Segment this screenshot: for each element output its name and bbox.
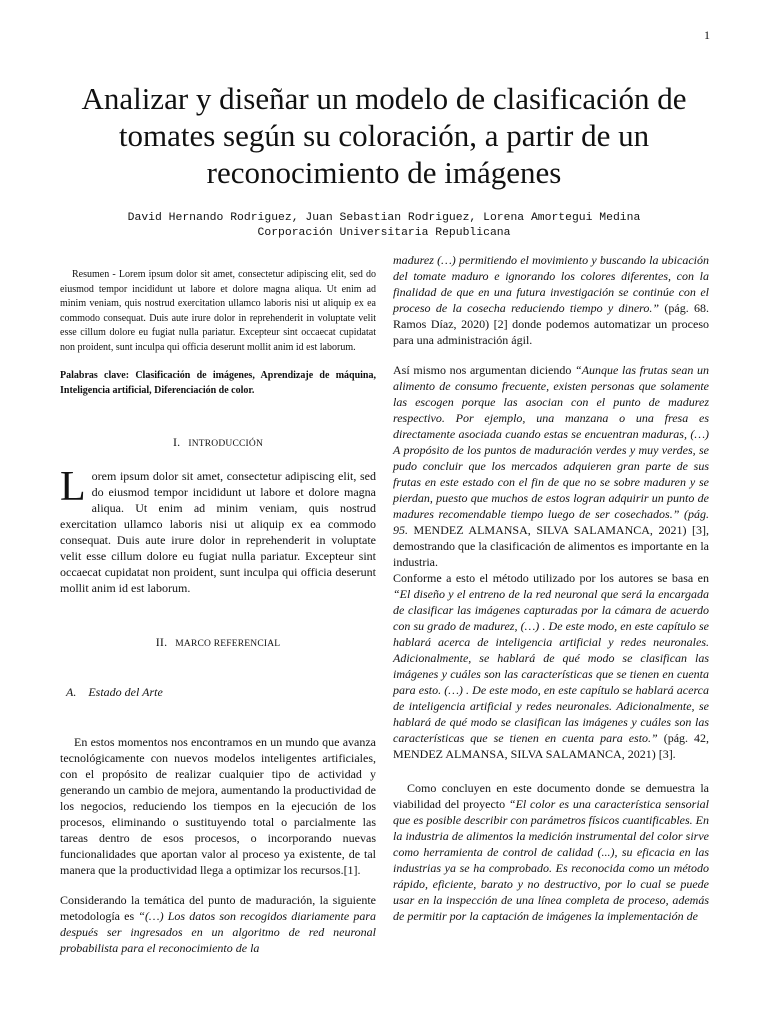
lead-text: Como concluyen en este documento donde se demuestra la viabilidad del proyecto (393, 781, 709, 811)
drop-cap: L (60, 464, 86, 510)
quote-text: “El diseño y el entreno de la red neuronal que será la encargada de clasificar las imágenes capturadas por la cámara de acuerdo con su grado de madurez, (…) . De este modo, en este capítulo se hablará acerca de inteligencia artificial y redes neuronales. Adicionalmente, se hablará de qué modo se clasifican las imágenes y cuáles son las características que se tienen en cuenta para esto. (…) . De este modo, en este capítulo se hablará acerca de inteligencia artificial y redes neuronales. Adicionalmente, se hablará de qué modo se clasifican las imágenes y cuáles son las características que se tienen en cuenta para esto.” (393, 587, 709, 745)
continued-quote-paragraph (393, 252, 709, 348)
left-column (60, 252, 376, 956)
intro-paragraph (60, 464, 376, 596)
page-number: 1 (704, 28, 710, 42)
citation-text: (pág. 42, MENDEZ ALMANSA, SILVA SALAMANCA, 2021) [3]. (393, 731, 709, 761)
considerando-text: Considerando la temática del punto de maduración, la siguiente metodología es (60, 893, 376, 923)
subsection-heading-estado-del-arte (60, 684, 376, 700)
paper-title: Analizar y diseñar un modelo de clasificación de tomates según su coloración, a partir de un reconocimiento de imágenes (81, 81, 687, 190)
abstract: Resumen - Lorem ipsum dolor sit amet, consectetur adipiscing elit, sed do eiusmod tempor incididunt ut labore et dolore magna aliqua. Ut enim ad minim veniam, quis nostrud exercitation ullamco laboris nisi ut aliquip ex ea commodo consequat. Duis aute irure dolor in reprehenderit in voluptate velit esse cillum dolore eu fugiat nulla pariatur. Excepteur sint occaecat cupidatat non proident, sunt inculpa qui officia deserunt mollit anim id est laborum. (60, 269, 376, 353)
section-heading-marco-referencial (60, 634, 376, 652)
considerando-quote: “(…) Los datos son recogidos diariamente para después ser ingresados en un algoritmo de red neuronal probabilista para el reconocimiento de la (60, 909, 376, 955)
citation-text: (pág. 68. Ramos Díaz, 2020) [2] donde podemos automatizar un proceso para una administración ágil. (393, 301, 710, 347)
subsection-label: Estado del Arte (88, 685, 163, 699)
considerando-paragraph (60, 892, 376, 956)
method-paragraph (393, 570, 709, 762)
quote-text: “Aunque las frutas sean un alimento de consumo frecuente, existen personas que solamente las escogen porque las asocian con el punto de madurez respectivo. Por ejemplo, una manzana o una fresa es directamente asociada cuando estas se encuentran maduras, (…) A propósito de los puntos de maduración verdes y muy verdes, se pudo concluir que los mercados adquieren gran parte de sus frutas en este estado con el fin de que no se sobre maduren y se pierdan, puesto que muchos de estos logran adquirir un punto de madures recomendable tiempo luego de ser cosechados.” (pág. 95. (393, 363, 709, 537)
keywords: Palabras clave: Clasificación de imágenes, Aprendizaje de máquina, Inteligencia artificial, Diferenciación de color. (60, 370, 376, 396)
affiliation: Corporación Universitaria Republicana (257, 227, 511, 239)
quote-text: “El color es una característica sensorial que es posible describir con parámetros físicos cuantificables. En la industria de alimentos la medición instrumental del color sirve como herramienta de control de calidad (...), su eficacia en las industrias ya se ha comprobado. Es reconocida como un método rápido, eficiente, barato y no destructivo, por lo cual se puede usar en la inspección de una línea completa de proceso, además de permitir por la captación de imágenes la implementación de (393, 797, 709, 923)
citation-text: MENDEZ ALMANSA, SILVA SALAMANCA, 2021) [3], demostrando que la clasificación de alimentos es importante en la industria. (393, 523, 709, 569)
lead-text: Conforme a esto el método utilizado por los autores se basa en (393, 571, 709, 585)
estado-paragraph: En estos momentos nos encontramos en un mundo que avanza tecnológicamente con nuevos modelos inteligentes artificiales, con el propósito de realizar cualquier tipo de actividad y generando un cambio de mejora, aumentando la productividad de los negocios, reduciendo los tiempos en la ejecución de los procesos, eliminando o sustituyendo total o parcialmente las tareas dentro de esos procesos, o incorporando nuevas funcionalidades que aportan valor al proceso ya existente, de tal manera que la productividad llega a optimizar los recursos.[1]. (60, 735, 376, 877)
conclusion-paragraph (393, 780, 709, 924)
argument-paragraph (393, 362, 709, 570)
subsection-letter: A. (66, 685, 77, 699)
section-label: INTRODUCCIÓN (188, 439, 264, 449)
author-list: David Hernando Rodriguez, Juan Sebastian Rodriguez, Lorena Amortegui Medina (127, 212, 641, 224)
section-number: II. (155, 635, 168, 649)
right-column (393, 252, 709, 924)
lead-text: Así mismo nos argumentan diciendo (393, 363, 576, 377)
quote-text: madurez (…) permitiendo el movimiento y buscando la ubicación del tomate maduro e ignorando los colores diferentes, con la finalidad de que en una futura investigación se continúe con el proceso de la cosecha reduciendo tiempo y dinero.” (393, 253, 709, 315)
section-label: MARCO REFERENCIAL (175, 639, 281, 649)
author-block (60, 211, 708, 241)
intro-text: orem ipsum dolor sit amet, consectetur adipiscing elit, sed do eiusmod tempor incididunt ut labore et dolore magna aliqua. Ut enim ad minim veniam, quis nostrud exercitation ullamco laboris nisi ut aliquip ex ea commodo consequat. Duis aute irure dolor in reprehenderit in voluptate velit esse cillum dolore eu fugiat nulla pariatur. Excepteur sint occaecat cupidatat non proident, sunt inculpa qui officia deserunt mollit anim id est laborum. (60, 469, 376, 595)
section-number: I. (172, 435, 181, 449)
section-heading-introduccion (60, 434, 376, 452)
